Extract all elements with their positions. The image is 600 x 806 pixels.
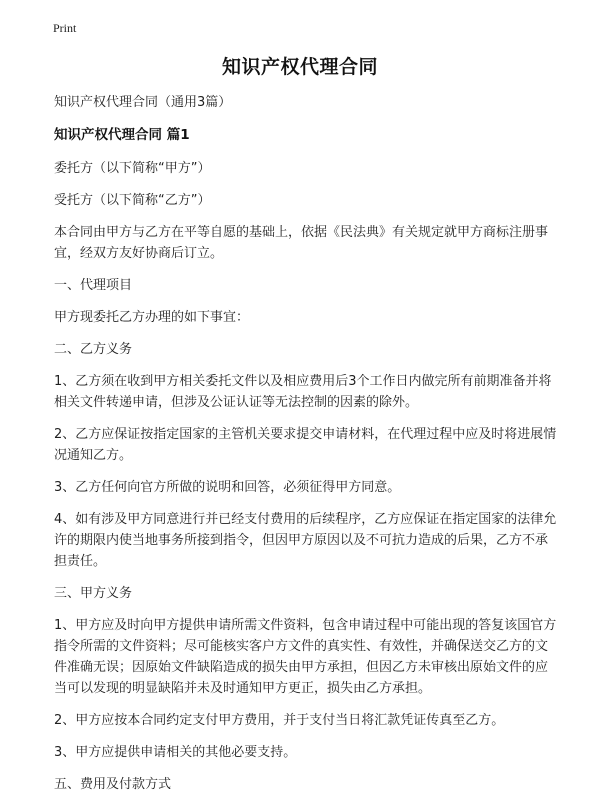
heading-party-a-obligations: 三、甲方义务 [54, 586, 133, 601]
heading-agency-items: 一、代理项目 [54, 278, 133, 293]
paragraph-agent: 受托方（以下简称“乙方”） [54, 193, 211, 208]
paragraph-entrusted-matters: 甲方现委托乙方办理的如下事宜： [54, 310, 250, 325]
clause-a-3: 3、甲方应提供申请相关的其他必要支持。 [54, 745, 297, 760]
clause-a-2: 2、甲方应按本合同约定支付甲方费用，并于支付当日将汇款凭证传真至乙方。 [54, 713, 505, 728]
clause-b-2: 2、乙方应保证按指定国家的主管机关要求提交申请材料，在代理过程中应及时将进展情况通知乙方。 [54, 427, 557, 463]
clause-b-1: 1、乙方须在收到甲方相关委托文件以及相应费用后3个工作日内做完所有前期准备并将相关文件转递申请，但涉及公证认证等无法控制的因素的除外。 [54, 374, 552, 410]
clause-b-3: 3、乙方任何向官方所做的说明和回答，必须征得甲方同意。 [54, 480, 401, 495]
document-subtitle: 知识产权代理合同（通用3篇） [54, 95, 232, 110]
clause-b-4: 4、如有涉及甲方同意进行并已经支付费用的后续程序，乙方应保证在指定国家的法律允许的期限内使当地事务所接到指令，但因甲方原因以及不可抗力造成的后果，乙方不承担责任。 [54, 512, 557, 569]
page-title: 知识产权代理合同 [221, 56, 378, 78]
paragraph-client: 委托方（以下简称“甲方”） [54, 161, 211, 176]
document-body [54, 92, 560, 806]
paragraph-intro: 本合同由甲方与乙方在平等自愿的基础上，依据《民法典》有关规定就甲方商标注册事宜，经双方友好协商后订立。 [54, 225, 549, 261]
section-heading: 知识产权代理合同 篇1 [54, 127, 190, 143]
print-link[interactable]: Print [53, 21, 77, 35]
clause-a-1: 1、甲方应及时向甲方提供申请所需文件资料，包含申请过程中可能出现的答复该国官方指令所需的文件资料；尽可能核实客户方文件的真实性、有效性，并确保送交乙方的文件准确无误；因原始文件缺陷造成的损失由甲方承担，但因乙方未审核出原始文件的应当可以发现的明显缺陷并未及时通知甲方更正，损失由乙方承担。 [54, 618, 557, 696]
heading-party-b-obligations: 二、乙方义务 [54, 342, 133, 357]
heading-fees-payment: 五、费用及付款方式 [54, 777, 172, 792]
